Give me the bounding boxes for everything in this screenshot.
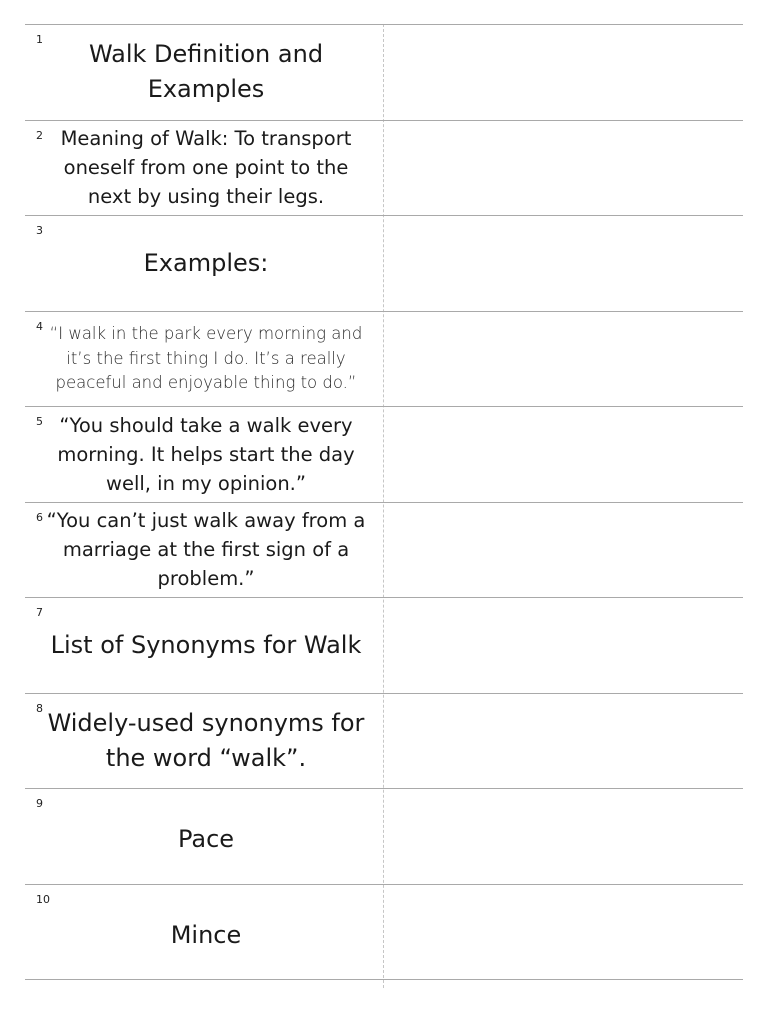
- row-text: Meaning of Walk: To transport oneself from one point to the next by using their legs.: [60, 127, 352, 209]
- row-number: 2: [36, 128, 43, 142]
- empty-cell: [384, 885, 743, 980]
- table-row: [25, 25, 743, 121]
- empty-cell: [384, 789, 743, 884]
- table-row: [25, 885, 743, 981]
- empty-cell: [384, 216, 743, 311]
- row-text: Examples:: [143, 248, 269, 277]
- row-number: 3: [36, 224, 43, 237]
- empty-cell: [384, 407, 743, 502]
- row-number: 1: [36, 33, 43, 46]
- table-row: [25, 503, 743, 599]
- row-text-cell: [25, 25, 383, 120]
- empty-cell: [384, 121, 743, 216]
- row-text-cell: [25, 503, 383, 598]
- table-row: [25, 789, 743, 885]
- empty-cell: [384, 503, 743, 598]
- empty-cell: [384, 312, 743, 407]
- table-row: [25, 121, 743, 217]
- row-number: 6: [36, 510, 43, 524]
- row-number: 7: [36, 606, 43, 619]
- row-text: Pace: [177, 825, 235, 854]
- row-text: Widely-used synonyms for the word “walk”.: [47, 708, 365, 772]
- table-row: [25, 216, 743, 312]
- row-text-cell: [25, 121, 383, 216]
- empty-cell: [384, 694, 743, 789]
- row-number: 5: [36, 415, 43, 428]
- row-text-cell: [25, 216, 383, 311]
- table-row: [25, 694, 743, 790]
- row-text: List of Synonyms for Walk: [50, 630, 362, 659]
- table-row: [25, 598, 743, 694]
- row-text-cell: [25, 789, 383, 884]
- row-number: 4: [36, 319, 43, 333]
- row-text: Walk Definition and Examples: [88, 40, 324, 104]
- empty-cell: [384, 598, 743, 693]
- row-text-cell: [25, 694, 383, 789]
- storyboard-table: [25, 24, 743, 980]
- row-number: 10: [36, 892, 50, 906]
- row-number: 8: [36, 701, 43, 715]
- row-number: 9: [36, 797, 43, 810]
- row-text-cell: [25, 312, 383, 407]
- row-text: “You should take a walk every morning. It helps start the day well, in my opinion.”: [57, 413, 355, 495]
- row-text-cell: [25, 885, 383, 980]
- row-text-cell: [25, 598, 383, 693]
- empty-cell: [384, 25, 743, 120]
- row-text: “You can’t just walk away from a marriage at the first sign of a problem.”: [46, 509, 366, 591]
- row-text: Mince: [170, 920, 242, 949]
- table-row: [25, 407, 743, 503]
- row-text-cell: [25, 407, 383, 502]
- table-row: [25, 312, 743, 408]
- row-text: “I walk in the park every morning and it’s the first thing I do. It’s a really peaceful and enjoyable thing to do.”: [49, 324, 363, 392]
